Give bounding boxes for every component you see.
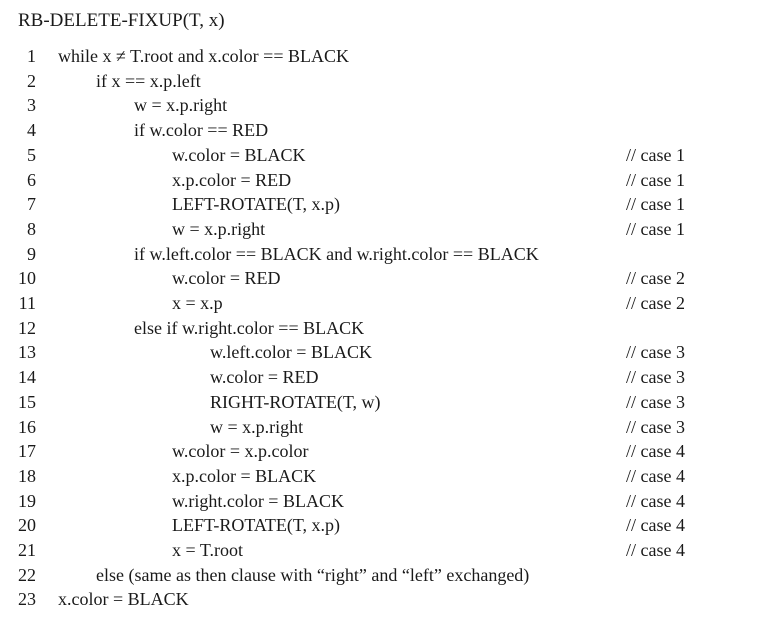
- code-line: w.color = RED: [210, 367, 319, 388]
- code-line: w = x.p.right: [172, 218, 266, 239]
- line-number: 8: [27, 218, 36, 239]
- code-line: w.color = x.p.color: [172, 441, 309, 462]
- line-number: 16: [18, 416, 36, 437]
- code-line: LEFT-ROTATE(T, x.p): [172, 194, 341, 215]
- code-line: if w.left.color == BLACK and w.right.color == BLACK: [134, 243, 539, 264]
- line-number: 22: [18, 564, 36, 585]
- code-line: if x == x.p.left: [96, 70, 201, 91]
- line-number: 2: [27, 70, 36, 91]
- title-text-2: ELETE: [63, 10, 122, 31]
- code-line: w = x.p.right: [134, 95, 228, 116]
- case-comment: // case 4: [626, 465, 685, 486]
- title-text-4: IXUP: [138, 10, 183, 31]
- title-text-3: -F: [121, 10, 139, 31]
- line-number: 13: [18, 342, 36, 363]
- case-comment: // case 4: [626, 490, 685, 511]
- case-comment: // case 1: [626, 144, 685, 165]
- line-number: 1: [27, 46, 36, 66]
- code-line: if w.color == RED: [134, 120, 269, 141]
- line-number: 14: [18, 367, 36, 388]
- code-line: else if w.right.color == BLACK: [134, 317, 365, 338]
- case-comment: // case 3: [626, 391, 685, 412]
- procedure-title: [18, 8, 225, 34]
- code-line: w = x.p.right: [210, 416, 304, 437]
- case-comment: // case 1: [626, 169, 685, 190]
- line-number: 23: [18, 589, 36, 610]
- line-number: 6: [27, 169, 36, 190]
- code-line: w.color = RED: [172, 268, 281, 289]
- case-comment: // case 4: [626, 515, 685, 536]
- line-number: 20: [18, 515, 36, 536]
- line-number: 18: [18, 465, 36, 486]
- line-number: 7: [27, 194, 36, 215]
- case-comment: // case 1: [626, 218, 685, 239]
- code-line: w.right.color = BLACK: [172, 490, 344, 511]
- line-number: 21: [18, 540, 36, 560]
- case-comment: // case 4: [626, 540, 685, 560]
- line-number: 15: [18, 391, 36, 412]
- case-comment: // case 2: [626, 268, 685, 289]
- code-line: x = x.p: [172, 293, 223, 313]
- code-line: while x ≠ T.root and x.color == BLACK: [58, 46, 349, 66]
- title-text-1: RB-D: [18, 10, 64, 31]
- case-comment: // case 4: [626, 441, 685, 462]
- case-comment: // case 2: [626, 293, 685, 313]
- case-comment: // case 1: [626, 194, 685, 215]
- line-number: 11: [18, 293, 36, 313]
- line-number: 9: [27, 243, 36, 264]
- code-line: x.p.color = RED: [172, 169, 292, 190]
- line-number: 4: [27, 120, 36, 141]
- code-line: else (same as then clause with “right” and “left” exchanged): [96, 564, 530, 585]
- case-comment: // case 3: [626, 367, 685, 388]
- code-line: w.left.color = BLACK: [210, 342, 372, 363]
- title-args: (T, x): [182, 10, 225, 31]
- line-number: 10: [18, 268, 36, 289]
- code-line: LEFT-ROTATE(T, x.p): [172, 515, 341, 536]
- code-line: x.p.color = BLACK: [172, 465, 317, 486]
- case-comment: // case 3: [626, 416, 685, 437]
- line-number: 19: [18, 490, 36, 511]
- code-line: x = T.root: [172, 540, 243, 560]
- line-number: 17: [18, 441, 36, 462]
- line-number: 12: [18, 317, 36, 338]
- line-number: 3: [27, 95, 36, 116]
- line-number: 5: [27, 144, 36, 165]
- code-line: RIGHT-ROTATE(T, w): [210, 391, 381, 412]
- case-comment: // case 3: [626, 342, 685, 363]
- code-line: x.color = BLACK: [58, 589, 189, 610]
- code-line: w.color = BLACK: [172, 144, 306, 165]
